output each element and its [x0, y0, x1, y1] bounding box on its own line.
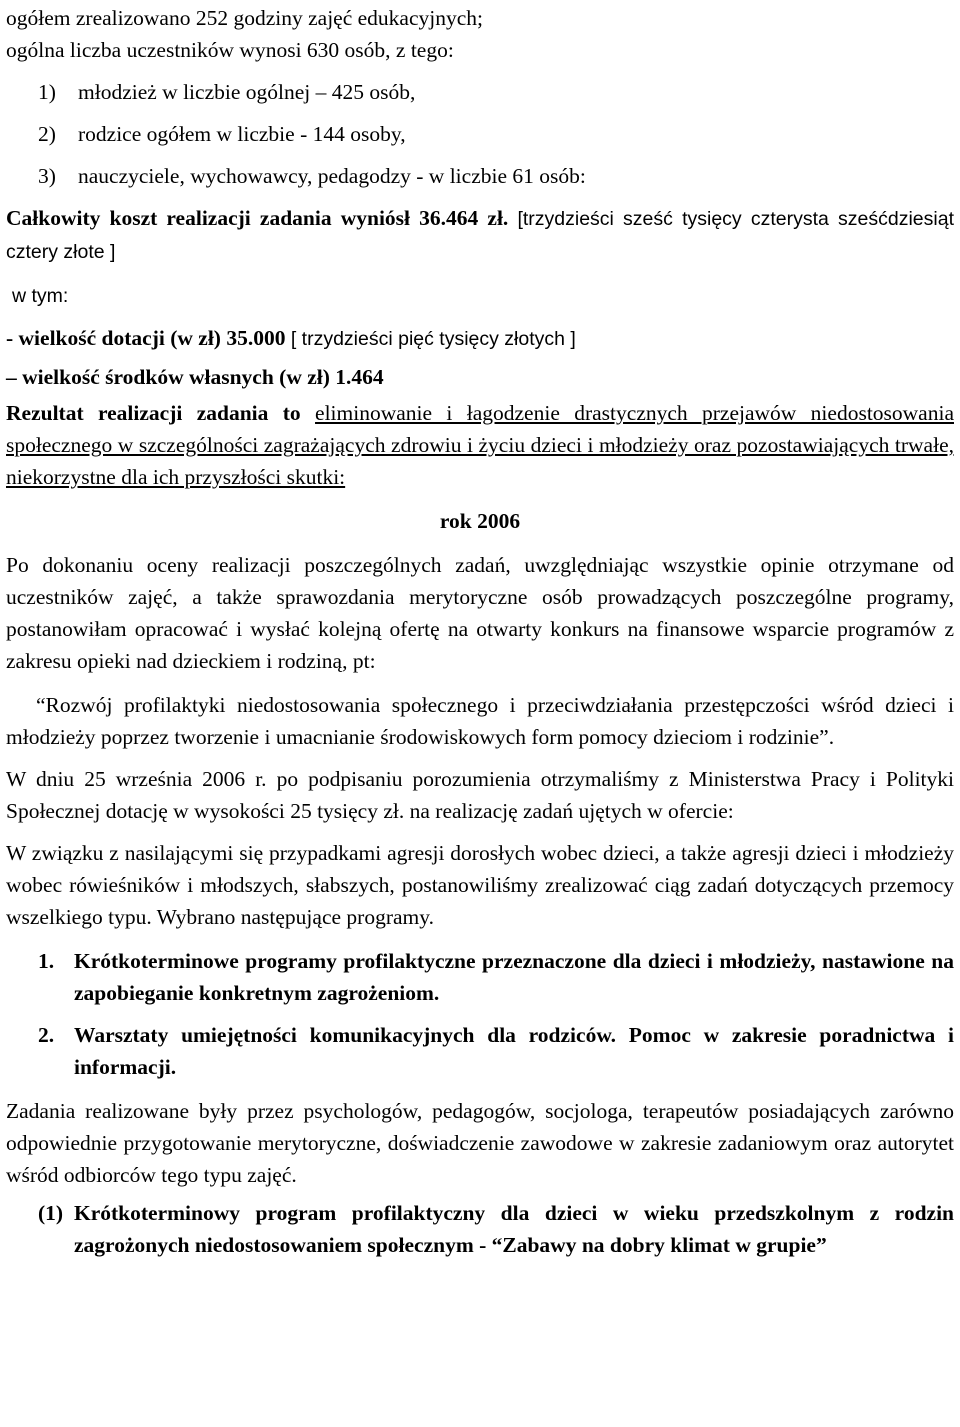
- list-item-text: Krótkoterminowe programy profilaktyczne przeznaczone dla dzieci i młodzieży, nastawione na zapobieganie konkretnym zagrożeniom.: [74, 949, 954, 1005]
- offer-title: “Rozwój profilaktyki niedostosowania społecznego i przeciwdziałania przestępczości wśród dzieci i młodzieży poprzez tworzenie i umacnianie środowiskowych form pomocy dzieciom i rodzinie”.: [6, 693, 954, 749]
- aggression-paragraph: W związku z nasilającymi się przypadkami agresji dorosłych wobec dzieci, a także agresji dzieci i młodzieży wobec rówieśników i młodszych, słabszych, postanowiliśmy zrealizować ciąg zadań dotyczących przemocy wszelkiego typu. Wybrano następujące programy.: [6, 841, 954, 929]
- participants-list: [6, 76, 954, 192]
- staff-paragraph: Zadania realizowane były przez psychologów, pedagogów, socjologa, terapeutów posiadających zarówno odpowiednie przygotowanie merytoryczne, doświadczenie zawodowe w zakresie zadaniowym oraz autorytet wśród odbiorców tego typu zajęć.: [6, 1099, 954, 1187]
- final-program-item: [6, 1197, 954, 1261]
- result-lead: Rezultat realizacji zadania to: [6, 401, 301, 425]
- grant-amount-words: [ trzydzieści pięć tysięcy złotych ]: [290, 328, 576, 350]
- year-heading: rok 2006: [439, 509, 521, 533]
- list-item-number: 2.: [38, 1023, 55, 1047]
- document-page: [6, 0, 954, 1261]
- grant-amount: [6, 322, 954, 355]
- total-cost-words: [trzydzieści sześć tysięcy czterysta sześćdziesiąt cztery złote ]: [6, 208, 954, 263]
- list-item-number: 1): [38, 80, 56, 104]
- list-item-text: rodzice ogółem w liczbie - 144 osoby,: [78, 122, 406, 146]
- list-item-text: młodzież w liczbie ogólnej – 425 osób,: [78, 80, 416, 104]
- summary-line-participants: ogólna liczba uczestników wynosi 630 osób, z tego:: [6, 38, 454, 62]
- offer-paragraph: Po dokonaniu oceny realizacji poszczególnych zadań, uwzględniając wszystkie opinie otrzymane od uczestników zajęć, a także sprawozdania merytoryczne osób prowadzących poszczególne programy, postanowiłam opracować i wysłać kolejną ofertę na otwarty konkurs na finansowe wsparcie programów z zakresu opieki nad dzieckiem i rodziną, pt:: [6, 553, 954, 673]
- list-item: [38, 118, 954, 150]
- agreement-paragraph: W dniu 25 września 2006 r. po podpisaniu porozumienia otrzymaliśmy z Ministerstwa Pracy i Polityki Społecznej dotację w wysokości 25 tysięcy zł. na realizację zadań ujętych w ofercie:: [6, 767, 954, 823]
- list-item: [38, 945, 954, 1009]
- list-item-text: Warsztaty umiejętności komunikacyjnych dla rodziców. Pomoc w zakresie poradnictwa i informacji.: [74, 1023, 954, 1079]
- total-cost: [6, 202, 954, 268]
- list-item-text: nauczyciele, wychowawcy, pedagodzy - w liczbie 61 osób:: [78, 164, 586, 188]
- summary-line-hours: ogółem zrealizowano 252 godziny zajęć edukacyjnych;: [6, 6, 483, 30]
- result-paragraph: [6, 397, 954, 493]
- result-underlined: eliminowanie i łagodzenie drastycznych przejawów niedostosowania społecznego w szczególności zagrażających zdrowiu i życiu dzieci i młodzieży oraz pozostawiających trwałe, niekorzystne dla ich przyszłości skutki:: [6, 401, 954, 489]
- cost-breakdown-intro: w tym:: [12, 285, 69, 307]
- list-item-text: Krótkoterminowy program profilaktyczny dla dzieci w wieku przedszkolnym z rodzin zagrożonych niedostosowaniem społecznym - “Zabawy na dobry klimat w grupie”: [74, 1201, 954, 1257]
- grant-amount-value: - wielkość dotacji (w zł) 35.000: [6, 326, 286, 350]
- list-item: [38, 160, 954, 192]
- total-cost-amount: Całkowity koszt realizacji zadania wyniósł 36.464 zł.: [6, 206, 509, 230]
- list-item-number: (1): [38, 1201, 64, 1225]
- list-item-number: 3): [38, 164, 56, 188]
- own-funds: – wielkość środków własnych (w zł) 1.464: [6, 365, 384, 389]
- list-item: [38, 1019, 954, 1083]
- list-item-number: 1.: [38, 949, 55, 973]
- list-item-number: 2): [38, 122, 56, 146]
- list-item: [38, 76, 954, 108]
- programs-list: [6, 945, 954, 1083]
